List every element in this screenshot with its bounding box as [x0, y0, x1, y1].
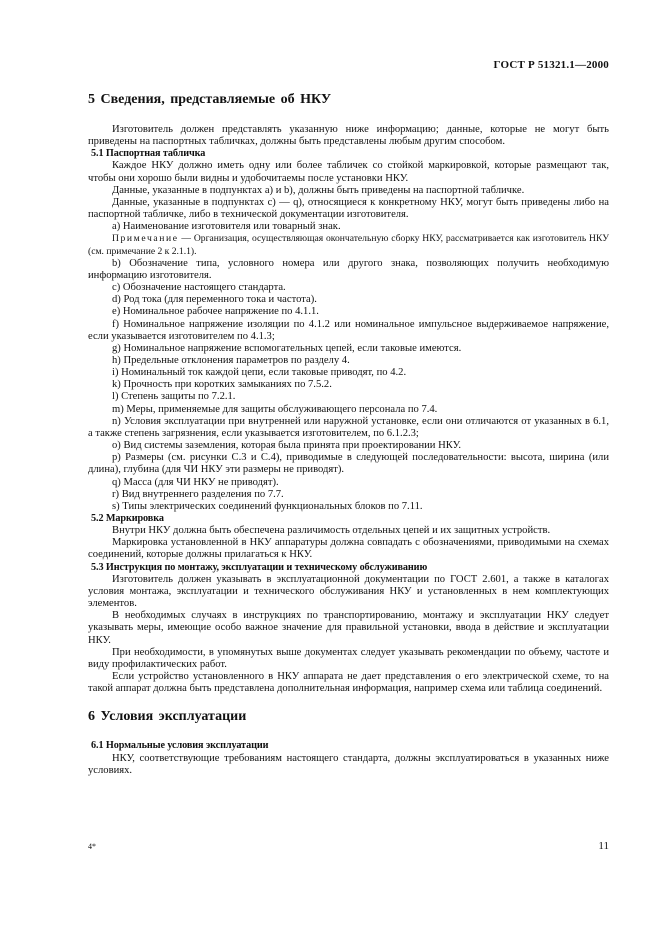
- list-item-f: f) Номинальное напряжение изоляции по 4.1.2 или номинальное импульсное выдерживаемое напряжение, если указывается изготовителем по 4.1.3;: [88, 318, 609, 342]
- standard-designation: ГОСТ Р 51321.1—2000: [493, 59, 609, 71]
- list-item-a: a) Наименование изготовителя или товарный знак.: [112, 221, 341, 233]
- list-item-q: q) Масса (для ЧИ НКУ не приводят).: [112, 476, 279, 488]
- list-item-g: g) Номинальное напряжение вспомогательных цепей, если таковые имеются.: [112, 342, 462, 354]
- paragraph: Внутри НКУ должна быть обеспечена различимость отдельных цепей и их защитных устройств.: [112, 525, 551, 537]
- paragraph: Маркировка установленной в НКУ аппаратуры должна совпадать с обозначениями, приводимыми на схемах соединений, которые должны прилагаться к НКУ.: [88, 537, 609, 561]
- subsection-5-1-heading: 5.1 Паспортная табличка: [91, 148, 206, 160]
- section-6-heading: 6 Условия эксплуатации: [88, 709, 247, 725]
- note-text: — Организация, осуществляющая окончательную сборку НКУ, рассматривается как изготовитель НКУ (см. примечание 2 к 2.1.1).: [88, 233, 609, 257]
- section-5-intro: Изготовитель должен представлять указанную ниже информацию; данные, которые не могут быть приведены на паспортных табличках, должны быть представлены любым другим способом.: [88, 124, 609, 148]
- subsection-5-2-heading: 5.2 Маркировка: [91, 513, 164, 524]
- note-label: Примечание: [112, 233, 179, 245]
- paragraph: Каждое НКУ должно иметь одну или более табличек со стойкой маркировкой, которые размещают так, чтобы они хорошо были видны и удобочитаемы после установки НКУ.: [88, 160, 609, 184]
- list-item-l: l) Степень защиты по 7.2.1.: [112, 391, 236, 403]
- paragraph: Данные, указанные в подпунктах c) — q), относящиеся к конкретному НКУ, могут быть приведены либо на паспортной табличке, либо в технической документации изготовителя.: [88, 196, 609, 221]
- paragraph: Изготовитель должен указывать в эксплуатационной документации по ГОСТ 2.601, а также в каталогах условия монтажа, эксплуатации и технического обслуживания НКУ и установленных в нем комплектующих элементов.: [88, 573, 609, 610]
- list-item-p: p) Размеры (см. рисунки C.3 и C.4), приводимые в следующей последовательности: высота, ширина (или длина), глубина (для ЧИ НКУ эти размеры не приводят).: [88, 452, 609, 476]
- paragraph: Данные, указанные в подпунктах a) и b), должны быть приведены на паспортной табличке.: [112, 184, 525, 196]
- list-item-c: c) Обозначение настоящего стандарта.: [112, 282, 286, 294]
- subsection-5-3-heading: 5.3 Инструкция по монтажу, эксплуатации и техническому обслуживанию: [91, 561, 428, 573]
- list-item-n: n) Условия эксплуатации при внутренней или наружной установке, если они отличаются от указанных в 6.1, а также степень загрязнения, если указывается изготовителем, по 6.1.2.3;: [88, 415, 609, 439]
- paragraph: НКУ, соответствующие требованиям настоящего стандарта, должны эксплуатироваться в указанных ниже условиях.: [88, 752, 609, 776]
- list-item-e: e) Номинальное рабочее напряжение по 4.1.1.: [112, 306, 319, 318]
- list-item-i: i) Номинальный ток каждой цепи, если таковые приводят, по 4.2.: [112, 367, 407, 379]
- list-item-b: b) Обозначение типа, условного номера или другого знака, позволяющих получить необходимую информацию изготовителя.: [88, 257, 609, 281]
- section-5-heading: 5 Сведения, представляемые об НКУ: [88, 92, 332, 107]
- list-item-o: o) Вид системы заземления, которая была принята при проектировании НКУ.: [112, 440, 462, 452]
- list-item-m: m) Меры, применяемые для защиты обслуживающего персонала по 7.4.: [112, 403, 438, 415]
- list-item-h: h) Предельные отклонения параметров по разделу 4.: [112, 354, 350, 366]
- paragraph: В необходимых случаях в инструкциях по транспортированию, монтажу и эксплуатации НКУ следует указывать меры, имеющие особо важное значение для правильной установки, ввода в действие и эксплуатации НКУ.: [88, 610, 609, 646]
- page-content: [88, 92, 609, 777]
- list-item-k: k) Прочность при коротких замыканиях по 7.5.2.: [112, 379, 332, 391]
- sheet-mark: 4*: [88, 842, 96, 851]
- note: [88, 233, 609, 257]
- paragraph: Если устройство установленного в НКУ аппарата не дает представления о его электрической схеме, то на такой аппарат должна быть представлена дополнительная информация, например схема или таблица соединений.: [88, 671, 609, 695]
- subsection-6-1-heading: 6.1 Нормальные условия эксплуатации: [91, 740, 269, 752]
- list-item-r: r) Вид внутреннего разделения по 7.7.: [112, 488, 284, 500]
- paragraph: При необходимости, в упомянутых выше документах следует указывать рекомендации по объему, частоте и виду профилактических работ.: [88, 646, 609, 670]
- page-number: 11: [598, 840, 609, 852]
- list-item-d: d) Род тока (для переменного тока и частота).: [112, 294, 317, 306]
- list-item-s: s) Типы электрических соединений функциональных блоков по 7.11.: [112, 500, 423, 512]
